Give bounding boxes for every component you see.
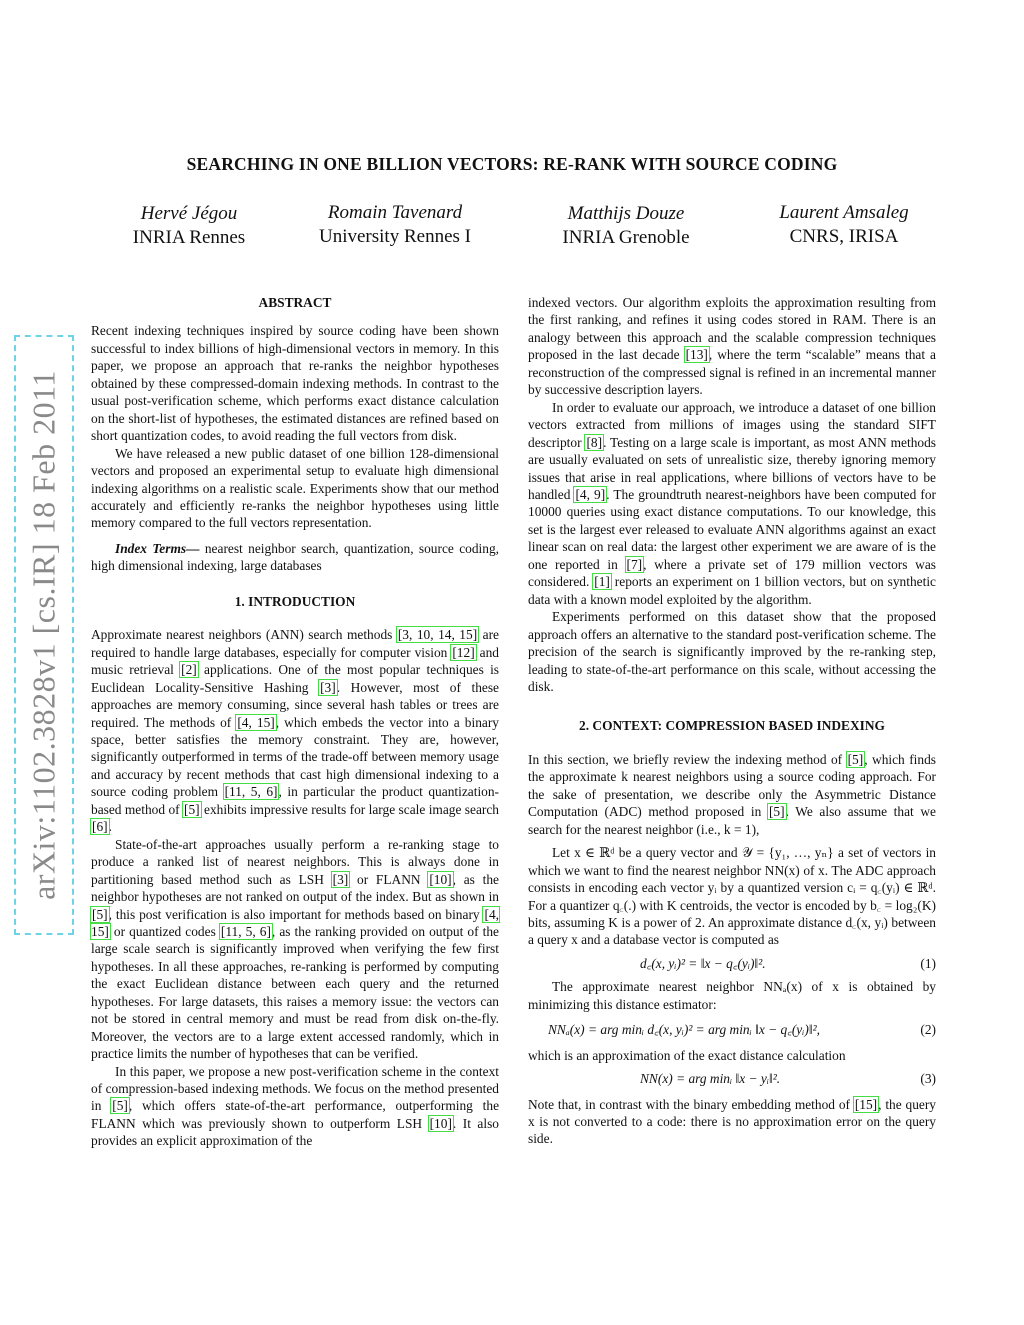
author-1	[79, 202, 299, 250]
citation-link[interactable]: [15]	[854, 1096, 878, 1112]
author-4	[734, 201, 954, 249]
citation-link[interactable]: [3]	[320, 679, 336, 695]
context-paragraph-4: which is an approximation of the exact distance calculation	[528, 1047, 846, 1063]
citation-link[interactable]: [5]	[92, 906, 108, 922]
abstract-paragraph-2: We have released a new public dataset of one billion 128-dimensional vectors and proposed an experimental setup to evaluate high dimensional indexing algorithms on a realistic scale. Experiments show that our method accurately and efficiently re-ranks the neighbor hypotheses using little memory compared to the full vectors representation.	[91, 445, 499, 531]
context-paragraph-2: Let x ∈ ℝᵈ be a query vector and 𝒴 = {y₁, …, yₙ} a set of vectors in which we want to find the nearest neighbor NN(x) of x. The ADC approach consists in encoding each vector yᵢ by a quantized version cᵢ = q꜀(yᵢ) ∈ ℝᵈ. For a quantizer q꜀(.) with K centroids, the vector is encoded by b꜀ = log₂(K) bits, assuming K is a power of 2. An approximate distance d꜀(x, yᵢ) between a query x and a database vector is computed as	[528, 845, 936, 948]
citation-link[interactable]: [13]	[685, 347, 708, 363]
citation-link[interactable]: [4, 15]	[237, 714, 275, 730]
context-paragraph-3: The approximate nearest neighbor NNₐ(x) of x is obtained by minimizing this distance estimator:	[528, 979, 936, 1012]
index-terms-text: nearest neighbor search, quantization, source coding, high dimensional indexing, large databases	[91, 540, 499, 574]
citation-link[interactable]: [10]	[429, 871, 452, 887]
citation-link[interactable]: [3, 10, 14, 15]	[397, 627, 478, 643]
author-affiliation: INRIA Grenoble	[562, 227, 690, 248]
context-paragraph-1: In this section, we briefly review the indexing method of [5], which finds the approximate k nearest neighbors using a source coding approach. For the sake of presentation, we describe only the Asymmetric Distance Computation (ADC) method proposed in [5]. We also assume that we search for the nearest neighbor (i.e., k = 1),	[528, 751, 936, 837]
equation-3	[528, 1070, 936, 1087]
abstract-heading: ABSTRACT	[258, 295, 332, 310]
equation-2-number: (2)	[920, 1022, 936, 1038]
citation-link[interactable]: [3]	[332, 871, 349, 887]
index-terms-label: Index Terms—	[115, 540, 200, 556]
equation-1	[528, 955, 936, 972]
intro-paragraph-4: indexed vectors. Our algorithm exploits the approximation resulting from the first ranking, and refines it using codes stored in RAM. There is an analogy between this approach and the scalable compression techniques proposed in the last decade [13], where the term “scalable” means that a reconstruction of the compressed signal is refined in an incremental manner by successive description layers.	[528, 295, 936, 398]
arxiv-id: arXiv:1102.3828v1 [cs.IR] 18 Feb 2011	[25, 370, 62, 900]
author-name: Romain Tavenard	[327, 202, 463, 223]
author-affiliation: CNRS, IRISA	[789, 226, 899, 247]
citation-link[interactable]: [12]	[452, 644, 475, 660]
citation-link[interactable]: [5]	[768, 804, 785, 820]
citation-link[interactable]: [5]	[847, 751, 864, 767]
intro-paragraph-3: In this paper, we propose a new post-verification scheme in the context of compression-based indexing methods. We focus on the method presented in [5], which offers state-of-the-art performance, outperforming the FLANN which was previously shown to outperform LSH [10]. It also provides an explicit approximation of the	[91, 1063, 500, 1149]
context-paragraph-5: Note that, in contrast with the binary embedding method of [15], the query x is not converted to a code: there is no approximation error on the query side.	[528, 1096, 937, 1147]
context-heading: 2. CONTEXT: COMPRESSION BASED INDEXING	[579, 718, 885, 734]
equation-2	[528, 1021, 936, 1038]
introduction-heading: 1. INTRODUCTION	[234, 593, 356, 609]
author-affiliation: INRIA Rennes	[132, 227, 246, 248]
paper-title: SEARCHING IN ONE BILLION VECTORS: RE-RANK WITH SOURCE CODING	[186, 154, 838, 174]
citation-link[interactable]: [1]	[594, 574, 610, 590]
author-name: Hervé Jégou	[140, 203, 238, 224]
citation-link[interactable]: [2]	[181, 662, 197, 678]
citation-link[interactable]: [5]	[112, 1098, 128, 1114]
citation-link[interactable]: [8]	[586, 434, 603, 450]
citation-link[interactable]: [11, 5, 6]	[224, 784, 278, 800]
citation-link[interactable]: [11, 5, 6]	[220, 923, 271, 939]
intro-paragraph-6: Experiments performed on this dataset show that the proposed approach offers an alternative to the standard post-verification scheme. The precision of the search is significantly improved by the re-ranking step, leading to state-of-the-art performance on this scale, without accessing the disk.	[528, 609, 936, 694]
citation-link[interactable]: [4, 15]	[91, 906, 499, 939]
equation-1-body: d꜀(x, yᵢ)² = ‖x − q꜀(yᵢ)‖².	[640, 955, 766, 971]
citation-link[interactable]: [4, 9]	[575, 486, 606, 502]
equation-3-number: (3)	[920, 1071, 936, 1087]
author-2	[285, 201, 505, 249]
right-column	[528, 294, 936, 1148]
abstract-paragraph-1: Recent indexing techniques inspired by source coding have been shown successful to index billions of high-dimensional vectors in memory. In this paper, we propose an approach that re-ranks the neighbor hypotheses obtained by these compressed-domain indexing methods. In contrast to the usual post-verification scheme, which performs exact distance calculation on the short-list of hypotheses, the estimated distances are refined based on short quantization codes, to avoid reading the full vectors from disk.	[91, 323, 499, 444]
citation-link[interactable]: [5]	[184, 801, 200, 817]
citation-link[interactable]: [10]	[429, 1115, 452, 1131]
equation-2-body: NNₐ(x) = arg minᵢ d꜀(x, yᵢ)² = arg minᵢ ‖x − q꜀(yᵢ)‖²,	[548, 1022, 820, 1038]
intro-paragraph-2: State-of-the-art approaches usually perform a re-ranking stage to produce a ranked list of nearest neighbors. This is always done in partitioning based method such as LSH [3] or FLANN [10], as the neighbor hypotheses are not ranked on output of the index. But as shown in [5], this post verification is also important for methods based on binary [4, 15] or quantized codes [11, 5, 6], as the ranking provided on output of the large scale search is significantly improved when verifying the few first hypotheses. In all these approaches, re-ranking is performed by computing the exact Euclidean distance between each query and the returned hypotheses. For large datasets, this raises a memory issue: the vectors can not be stored in central memory and must be read from disk on-the-fly. Moreover, the vectors are to a large extent accessed randomly, which in practice limits the number of hypotheses that can be verified.	[91, 836, 499, 1062]
author-affiliation: University Rennes I	[319, 226, 471, 247]
citation-link[interactable]: [6]	[92, 819, 108, 835]
arxiv-stamp[interactable]	[14, 335, 74, 935]
citation-link[interactable]: [7]	[626, 556, 643, 572]
author-name: Matthijs Douze	[567, 203, 685, 224]
author-3	[516, 202, 736, 250]
intro-paragraph-1: Approximate nearest neighbors (ANN) search methods [3, 10, 14, 15] are required to handle large databases, especially for computer vision [12] and music retrieval [2] applications. One of the most popular techniques is Euclidean Locality-Sensitive Hashing [3]. However, most of these approaches are memory consuming, since several hash tables or trees are required. The methods of [4, 15], which embeds the vector into a binary space, better satisfies the memory constraint. They are, however, significantly outperformed in terms of the trade-off between memory usage and accuracy by recent methods that cast high dimensional indexing to a source coding problem [11, 5, 6], in particular the product quantization-based method of [5] exhibits impressive results for large scale image search [6].	[91, 627, 500, 835]
author-name: Laurent Amsaleg	[779, 202, 909, 223]
index-terms	[91, 540, 499, 575]
equation-1-number: (1)	[920, 955, 936, 971]
intro-paragraph-5: In order to evaluate our approach, we introduce a dataset of one billion vectors extracted from millions of images using the standard SIFT descriptor [8]. Testing on a large scale is important, as most ANN methods are usually evaluated on sets of unrealistic size, thereby ignoring memory issues that arise in real applications, where billions of vectors have to be handled [4, 9]. The groundtruth nearest-neighbors have been computed for 10000 queries using exact distance computations. To our knowledge, this set is the largest ever released to evaluate ANN algorithms against an exact linear scan on real data: the largest other experiment we are aware of is the one reported in [7], where a private set of 179 million vectors was considered. [1] reports an experiment on 1 billion vectors, but on synthetic data with a known model exploited by the algorithm.	[528, 399, 936, 607]
left-column	[91, 294, 499, 1150]
equation-3-body: NN(x) = arg minᵢ ‖x − yᵢ‖².	[640, 1071, 781, 1087]
